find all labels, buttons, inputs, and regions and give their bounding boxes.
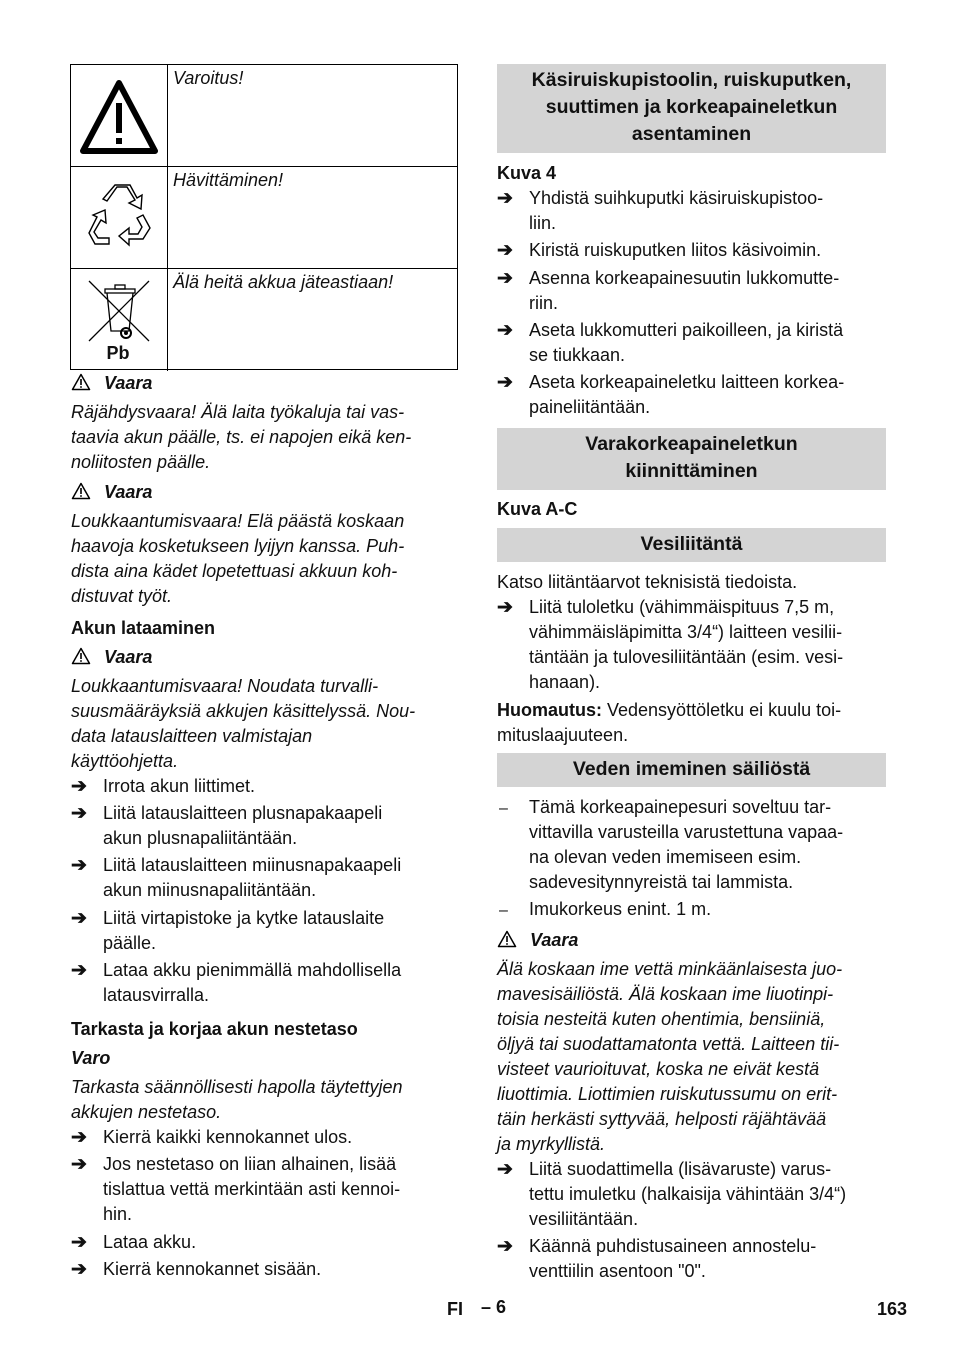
warning-text: data latauslaitteen valmistajan xyxy=(71,726,313,746)
list-item: hanaan). xyxy=(529,672,601,692)
list-item: Imukorkeus enint. 1 m. xyxy=(529,899,712,919)
warning-label: Vaara xyxy=(530,930,579,950)
arrow-icon: ➔ xyxy=(71,1127,87,1148)
list-item: se tiukkaan. xyxy=(529,345,626,365)
list-item: Asenna korkeapainesuutin lukkomutte- xyxy=(529,268,840,288)
note: mituslaajuuteen. xyxy=(497,725,629,745)
warning-icon xyxy=(71,482,91,500)
recycle-icon xyxy=(71,167,168,268)
dash-bullet: – xyxy=(499,800,508,817)
warning-text: noliitosten päälle. xyxy=(71,452,211,472)
warning-text: käyttöohjetta. xyxy=(71,751,179,771)
warning-text: visteet vaurioituvat, koska ne eivät kestä xyxy=(497,1059,820,1079)
list-item: Liitä virtapistoke ja kytke latauslaite xyxy=(103,908,385,928)
arrow-icon: ➔ xyxy=(71,1259,87,1280)
list-item: akun plusnapaliitäntään. xyxy=(103,828,298,848)
warning-text: mavesisäiliöstä. Älä koskaan ime liuotinpi- xyxy=(497,984,834,1004)
warning-icon xyxy=(71,373,91,391)
arrow-icon: ➔ xyxy=(497,1236,513,1257)
warning-text: toisia nesteitä kuten ohentimia, bensiiniä, xyxy=(497,1009,826,1029)
list-item: Lataa akku. xyxy=(103,1232,197,1252)
arrow-icon: ➔ xyxy=(497,240,513,261)
list-item: venttiilin asentoon "0". xyxy=(529,1261,706,1281)
list-item: Jos nestetaso on liian alhainen, lisää xyxy=(103,1154,397,1174)
list-item: latausvirralla. xyxy=(103,985,210,1005)
table-row xyxy=(71,65,457,167)
warning-text: Räjähdysvaara! Älä laita työkaluja tai vas- xyxy=(71,402,405,422)
warning-text: täin herkästi syttyvää, helposti räjähtävää xyxy=(497,1109,827,1129)
caution-label: Varo xyxy=(71,1048,111,1068)
warning-triangle-icon xyxy=(71,65,168,166)
crossed-bin-icon xyxy=(71,269,168,351)
dash-bullet: – xyxy=(499,902,508,919)
list-item: Liitä latauslaitteen plusnapakaapeli xyxy=(103,803,383,823)
arrow-icon: ➔ xyxy=(497,188,513,209)
list-item: Liitä latauslaitteen miinusnapakaapeli xyxy=(103,855,402,875)
list-item: Irrota akun liittimet. xyxy=(103,776,256,796)
warning-text: Loukkaantumisvaara! Noudata turvalli- xyxy=(71,676,379,696)
section-heading-suction: Veden imeminen säiliöstä xyxy=(497,753,886,787)
arrow-icon: ➔ xyxy=(497,597,513,618)
list-item: tettu imuletku (halkaisija vähintään 3/4“) xyxy=(529,1184,847,1204)
warning-icon xyxy=(71,647,91,665)
table-text: Älä heitä akkua jäteastiaan! xyxy=(173,272,394,292)
warning-text: distuvat työt. xyxy=(71,586,173,606)
list-item: riin. xyxy=(529,293,559,313)
arrow-icon: ➔ xyxy=(497,372,513,393)
list-item: Tämä korkeapainepesuri soveltuu tar- xyxy=(529,797,832,817)
section-heading-spare-hose: Varakorkeapaineletkun kiinnittäminen xyxy=(497,428,886,490)
list-item: Liitä suodattimella (lisävaruste) varus- xyxy=(529,1159,832,1179)
warning-text: ja myrkyllistä. xyxy=(497,1134,606,1154)
list-item: täntään ja tulovesiliitäntään (esim. vesi- xyxy=(529,647,844,667)
arrow-icon: ➔ xyxy=(71,776,87,797)
arrow-icon: ➔ xyxy=(71,908,87,929)
arrow-icon: ➔ xyxy=(71,960,87,981)
list-item: akun miinusnapaliitäntään. xyxy=(103,880,317,900)
arrow-icon: ➔ xyxy=(71,855,87,876)
table-row xyxy=(71,167,457,269)
list-item: Lataa akku pienimmällä mahdollisella xyxy=(103,960,402,980)
table-row xyxy=(71,269,457,371)
table-text: Hävittäminen! xyxy=(173,170,284,190)
table-text: Varoitus! xyxy=(173,68,244,88)
footer-language: FI xyxy=(447,1299,463,1319)
arrow-icon: ➔ xyxy=(497,1159,513,1180)
list-item: Aseta korkeapaineletku laitteen korkea- xyxy=(529,372,845,392)
section-title-charging: Akun lataaminen xyxy=(71,618,216,638)
list-item: vähimmäisläpimitta 3/4“) laitteen vesilii- xyxy=(529,622,843,642)
list-item: na olevan veden imemiseen esim. xyxy=(529,847,802,867)
list-item: tislattua vettä merkintään asti kennoi- xyxy=(103,1179,401,1199)
list-item: Yhdistä suihkuputki käsiruiskupistoo- xyxy=(529,188,824,208)
list-item: hin. xyxy=(103,1204,133,1224)
caution-text: akkujen nestetaso. xyxy=(71,1102,222,1122)
warning-text: Loukkaantumisvaara! Elä päästä koskaan xyxy=(71,511,405,531)
warning-text: öljyä tai suodattamatonta vettä. Laitteen tii- xyxy=(497,1034,840,1054)
arrow-icon: ➔ xyxy=(71,803,87,824)
body-text: Katso liitäntäarvot teknisistä tiedoista. xyxy=(497,572,798,592)
arrow-icon: ➔ xyxy=(497,320,513,341)
note: Huomautus: Vedensyöttöletku ei kuulu toi- xyxy=(497,700,842,720)
warning-icon xyxy=(497,930,517,948)
list-item: vittavilla varusteilla varustettuna vapaa- xyxy=(529,822,844,842)
figure-ref: Kuva A-C xyxy=(497,499,578,519)
list-item: paineliitäntään. xyxy=(529,397,651,417)
list-item: Käännä puhdistusaineen annostelu- xyxy=(529,1236,817,1256)
footer-section-page: – 6 xyxy=(481,1297,507,1317)
caution-text: Tarkasta säännöllisesti hapolla täytettyjen xyxy=(71,1077,403,1097)
warning-text: dista aina kädet lopetettuasi akkuun koh- xyxy=(71,561,398,581)
warning-text: taavia akun päälle, ts. ei napojen eikä ken- xyxy=(71,427,412,447)
warning-text: suusmääräyksiä akkujen käsittelyssä. Nou- xyxy=(71,701,416,721)
list-item: Aseta lukkomutteri paikoilleen, ja kiristä xyxy=(529,320,844,340)
list-item: sadevesitynnyreistä tai lammista. xyxy=(529,872,794,892)
arrow-icon: ➔ xyxy=(497,268,513,289)
list-item: Kierrä kaikki kennokannet ulos. xyxy=(103,1127,353,1147)
warning-text: haavoja kosketukseen lyijyn kanssa. Puh- xyxy=(71,536,405,556)
list-item: Kierrä kennokannet sisään. xyxy=(103,1259,322,1279)
arrow-icon: ➔ xyxy=(71,1232,87,1253)
list-item: Kiristä ruiskuputken liitos käsivoimin. xyxy=(529,240,822,260)
pb-label: Pb xyxy=(106,343,130,363)
figure-ref: Kuva 4 xyxy=(497,163,557,183)
warning-text: liuottimia. Liottimien ruiskutussumu on erit- xyxy=(497,1084,838,1104)
section-title-level: Tarkasta ja korjaa akun nestetaso xyxy=(71,1019,358,1039)
list-item: Liitä tuloletku (vähimmäispituus 7,5 m, xyxy=(529,597,835,617)
list-item: vesiliitäntään. xyxy=(529,1209,639,1229)
symbol-table xyxy=(70,64,458,370)
warning-text: Älä koskaan ime vettä minkäänlaisesta juo- xyxy=(497,959,843,979)
arrow-icon: ➔ xyxy=(71,1154,87,1175)
page-number: 163 xyxy=(877,1299,908,1319)
section-heading-assembly: Käsiruiskupistoolin, ruiskuputken, suuttimen ja korkeapaineletkun asentaminen xyxy=(497,64,886,153)
list-item: päälle. xyxy=(103,933,157,953)
section-heading-water: Vesiliitäntä xyxy=(497,528,886,562)
warning-label: Vaara xyxy=(104,373,153,393)
list-item: liin. xyxy=(529,213,557,233)
warning-label: Vaara xyxy=(104,647,153,667)
warning-label: Vaara xyxy=(104,482,153,502)
